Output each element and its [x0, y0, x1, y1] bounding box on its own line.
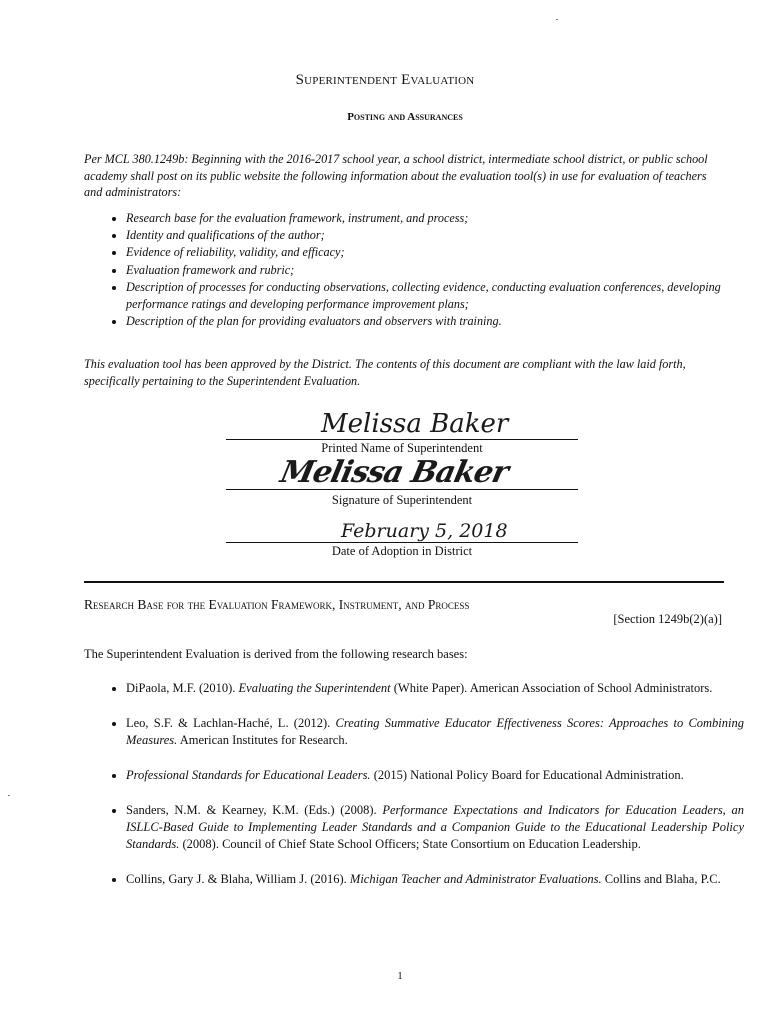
page-number: 1 — [397, 970, 403, 982]
printed-name-line — [226, 439, 578, 440]
printed-name-label: Printed Name of Superintendent — [321, 441, 483, 455]
printed-name-block — [226, 405, 578, 455]
research-references-list — [104, 680, 744, 906]
list-item: • Evaluation framework and rubric; — [126, 262, 746, 279]
list-item: • Sanders, N.M. & Kearney, K.M. (Eds.) (2008). Performance Expectations and Indicators for Education Leaders, an ISLLC-Based Guide to Implementing Leader Standards and a Companion Guide to the Educational Leadership Policy Standards. (2008). Council of Chief State School Officers; State Consortium on Education Leadership. — [126, 802, 744, 853]
section-reference: [Section 1249b(2)(a)] — [613, 612, 722, 626]
list-item: • Leo, S.F. & Lachlan-Haché, L. (2012). Creating Summative Educator Effectiveness Scores: Approaches to Combining Measures. American Institutes for Research. — [126, 715, 744, 749]
section-intro: The Superintendent Evaluation is derived from the following research bases: — [84, 647, 468, 661]
signature-block — [226, 455, 578, 510]
list-item: • Research base for the evaluation framework, instrument, and process; — [126, 210, 746, 227]
superintendent-signature: Melissa Baker — [277, 455, 511, 490]
list-item: • Evidence of reliability, validity, and efficacy; — [126, 244, 746, 261]
list-item: • Collins, Gary J. & Blaha, William J. (2016). Michigan Teacher and Administrator Evaluations. Collins and Blaha, P.C. — [126, 871, 744, 888]
scan-speck — [556, 19, 558, 20]
list-item: • DiPaola, M.F. (2010). Evaluating the Superintendent (White Paper). American Association of School Administrators. — [126, 680, 744, 697]
document-title: Superintendent Evaluation — [295, 72, 475, 88]
document-subtitle: Posting and Assurances — [347, 111, 463, 123]
approval-statement: This evaluation tool has been approved by the District. The contents of this document are compliant with the law laid forth, specifically pertaining to the Superintendent Evaluation. — [84, 357, 686, 388]
intro-paragraph: Per MCL 380.1249b: Beginning with the 2016-2017 school year, a school district, intermediate school district, or public school academy shall post on its public website the following information about the evaluation tool(s) in use for evaluation of teachers and administrators: — [84, 152, 708, 199]
list-item: • Professional Standards for Educational Leaders. (2015) National Policy Board for Educational Administration. — [126, 767, 744, 784]
list-item: • Identity and qualifications of the author; — [126, 227, 746, 244]
adoption-date-block — [226, 518, 578, 568]
scan-speck — [8, 795, 10, 796]
adoption-date-handwriting: February 5, 2018 — [341, 520, 508, 542]
signature-label: Signature of Superintendent — [331, 493, 473, 507]
section-divider — [84, 581, 724, 583]
signature-line — [226, 489, 578, 490]
list-item: • Description of the plan for providing evaluators and observers with training. — [126, 313, 746, 330]
requirements-list — [104, 210, 746, 330]
section-title: Research Base for the Evaluation Framework, Instrument, and Process — [84, 597, 470, 612]
adoption-date-line — [226, 542, 578, 543]
adoption-date-label: Date of Adoption in District — [331, 544, 473, 558]
list-item: • Description of processes for conducting observations, collecting evidence, conducting evaluation conferences, developing performance ratings and developing performance improvement plans; — [126, 279, 746, 313]
printed-name-handwriting: Melissa Baker — [321, 409, 509, 439]
